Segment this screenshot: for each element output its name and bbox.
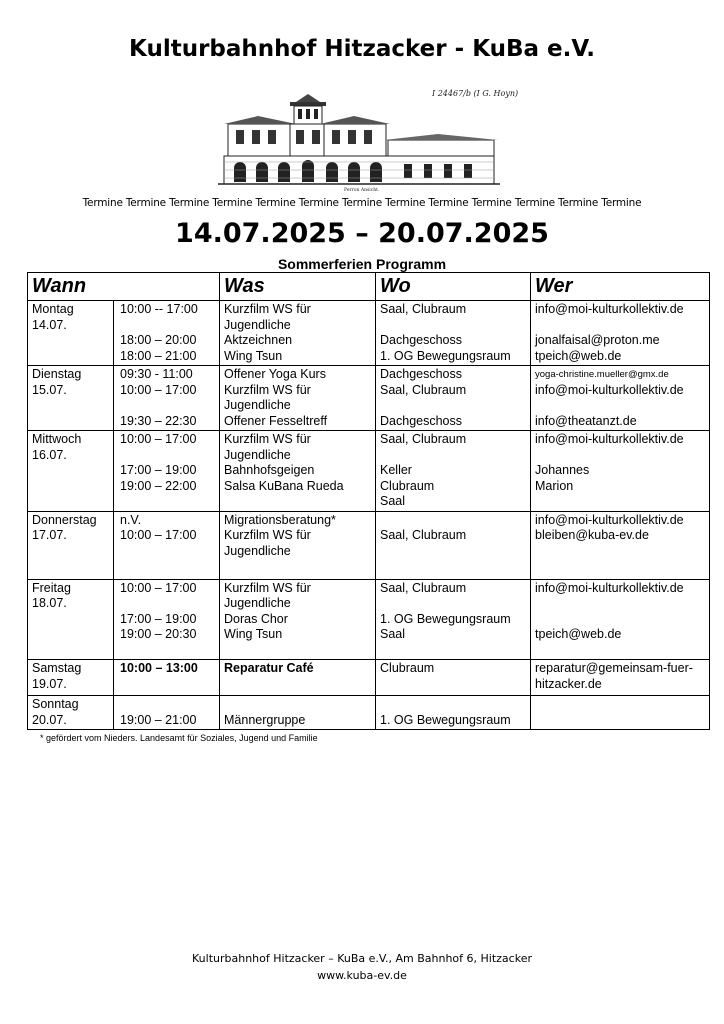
event-name: Wing Tsun [224,348,283,363]
time-line: 10:00 – 17:00 [120,580,197,595]
contact: hitzacker.de [535,676,602,691]
location: 1. OG Bewegungsraum [380,611,511,626]
location [380,544,526,560]
time-line [120,643,215,659]
time-line: 10:00 – 17:00 [120,432,197,446]
weekday: Donnerstag [32,512,97,527]
location: Saal, Clubraum [380,302,467,316]
time-line [120,697,215,713]
event-name: Migrationsberatung* [224,512,336,527]
location [380,697,526,713]
time-line: 17:00 – 19:00 [120,463,197,477]
event-name: Reparatur Café [224,661,314,675]
contact: info@moi-kulturkollektiv.de [535,512,684,527]
location: 1. OG Bewegungsraum [380,348,511,363]
was-cell [220,431,376,512]
day-date: 16.07. [32,447,67,462]
event-name: Offener Yoga Kurs [224,367,326,381]
table-row [28,696,710,730]
wer-cell [531,696,710,730]
location [380,448,526,464]
time-line: 19:00 – 22:00 [120,478,197,493]
day-cell [28,696,114,730]
time-line: 19:30 – 22:30 [120,413,197,428]
wer-cell [531,301,710,366]
contact: info@moi-kulturkollektiv.de [535,580,684,595]
event-name: Aktzeichnen [224,333,293,347]
location: Saal [380,494,406,508]
event-name: Jugendliche [224,317,291,332]
was-cell [220,579,376,660]
day-cell [28,511,114,579]
weekday: Freitag [32,580,71,595]
location [380,677,526,693]
day-date: 14.07. [32,317,67,332]
wer-cell [531,511,710,579]
day-cell [28,366,114,431]
day-cell [28,301,114,366]
event-name: Bahnhofsgeigen [224,463,315,477]
wo-cell [376,660,531,696]
program-subtitle: Sommerferien Programm [277,256,447,272]
was-cell [220,511,376,579]
table-row [28,301,710,366]
event-name [224,559,371,575]
contact: Marion [535,478,574,493]
termine-banner: Termine Termine Termine Termine Termine Termine Termine Termine Termine Termine Termine Termine Termine [82,197,642,209]
time-line [120,559,215,575]
page-title: Kulturbahnhof Hitzacker - KuBa e.V. [129,36,595,62]
event-name [224,643,371,659]
event-name: Kurzfilm WS für [224,528,311,542]
time-line: 10:00 -- 17:00 [120,302,198,316]
contact [535,318,705,334]
illustration-caption: Perron Ansicht. [344,188,380,193]
location: Saal, Clubraum [380,580,467,595]
time-line [120,596,215,612]
time-line: 18:00 – 20:00 [120,333,197,347]
wer-cell [531,660,710,696]
weekday: Montag [32,302,74,316]
event-name: Kurzfilm WS für [224,302,311,316]
time-cell [114,696,220,730]
time-line: 10:00 – 17:00 [120,382,197,397]
time-line [120,398,215,414]
time-line [120,677,215,693]
time-line [120,544,215,560]
header-wo: Wo [376,273,531,301]
wo-cell [376,366,531,431]
weekday: Dienstag [32,367,82,381]
footer-address: Kulturbahnhof Hitzacker – KuBa e.V., Am Bahnhof 6, Hitzacker [192,952,532,965]
day-cell [28,660,114,696]
contact: jonalfaisal@proton.me [535,333,660,347]
day-date: 15.07. [32,382,67,397]
header-wer: Wer [531,273,710,301]
program-table-body [28,301,710,730]
time-line: 19:00 – 21:00 [120,712,197,727]
location [380,596,526,612]
footer [0,950,724,984]
contact [535,643,705,659]
contact [535,713,705,729]
location: Clubraum [380,478,435,493]
wer-cell [531,431,710,512]
contact: bleiben@kuba-ev.de [535,528,649,542]
location [380,643,526,659]
wo-cell [376,511,531,579]
time-cell [114,366,220,431]
weekday: Mittwoch [32,432,82,446]
day-date: 20.07. [32,712,67,727]
time-line: 17:00 – 19:00 [120,611,197,626]
location: Saal [380,627,406,641]
location: 1. OG Bewegungsraum [380,712,511,727]
time-line [120,318,215,334]
was-cell [220,366,376,431]
day-date: 18.07. [32,596,67,610]
table-header-row [28,273,710,301]
event-name: Jugendliche [224,447,291,462]
time-line: 10:00 – 13:00 [120,661,198,675]
station-building-illustration [218,78,519,193]
contact: info@moi-kulturkollektiv.de [535,382,684,397]
time-line: 19:00 – 20:30 [120,627,197,641]
was-cell [220,696,376,730]
table-row [28,511,710,579]
event-name [224,677,371,693]
contact [535,697,705,713]
time-cell [114,511,220,579]
handwritten-note: I 24467/b (I G. Hoyn) [432,89,519,98]
location: Saal, Clubraum [380,528,467,542]
day-cell [28,431,114,512]
event-name [224,697,371,713]
time-line [120,494,215,510]
footer-website: www.kuba-ev.de [317,969,407,982]
program-table [27,272,710,730]
location: Dachgeschoss [380,333,463,347]
wo-cell [376,696,531,730]
contact [535,398,705,414]
day-date: 19.07. [32,676,67,691]
event-name: Offener Fesseltreff [224,413,328,428]
table-row [28,431,710,512]
contact: tpeich@web.de [535,348,622,363]
event-name: Salsa KuBana Rueda [224,478,344,493]
event-name: Männergruppe [224,712,306,727]
contact: yoga-christine.mueller@gmx.de [535,369,669,380]
contact: tpeich@web.de [535,627,622,641]
location: Keller [380,463,412,477]
day-cell [28,579,114,660]
wo-cell [376,579,531,660]
time-line: n.V. [120,512,142,527]
location: Clubraum [380,661,435,675]
contact: info@moi-kulturkollektiv.de [535,302,684,316]
location: Saal, Clubraum [380,382,467,397]
table-row [28,660,710,696]
time-cell [114,301,220,366]
time-cell [114,431,220,512]
location [380,398,526,414]
header-wann: Wann [28,273,220,301]
wo-cell [376,431,531,512]
location [380,513,526,529]
event-name: Jugendliche [224,596,291,610]
event-name [224,494,371,510]
weekday: Sonntag [32,697,79,711]
location [380,318,526,334]
event-name: Kurzfilm WS für [224,580,311,595]
time-line [120,448,215,464]
location: Dachgeschoss [380,413,463,428]
wer-cell [531,366,710,431]
event-name: Kurzfilm WS für [224,432,311,446]
event-name: Wing Tsun [224,627,283,641]
event-name: Kurzfilm WS für [224,382,311,397]
contact: info@theatanzt.de [535,413,637,428]
day-date: 17.07. [32,528,67,542]
header-was: Was [220,273,376,301]
wer-cell [531,579,710,660]
event-name: Doras Chor [224,611,288,626]
was-cell [220,301,376,366]
contact [535,448,705,464]
contact [535,612,705,628]
contact [535,596,705,612]
time-cell [114,579,220,660]
date-range: 14.07.2025 – 20.07.2025 [175,218,549,249]
contact [535,544,705,560]
contact [535,494,705,510]
location [380,559,526,575]
weekday: Samstag [32,661,82,675]
table-row [28,366,710,431]
table-row [28,579,710,660]
event-name: Jugendliche [224,398,291,412]
footnote: * gefördert vom Nieders. Landesamt für Soziales, Jugend und Familie [40,733,318,743]
contact: info@moi-kulturkollektiv.de [535,432,684,446]
contact: reparatur@gemeinsam-fuer- [535,661,693,675]
contact: Johannes [535,463,590,477]
time-line: 09:30 - 11:00 [120,367,193,381]
event-name: Jugendliche [224,543,291,558]
location: Dachgeschoss [380,367,463,381]
time-cell [114,660,220,696]
time-line: 10:00 – 17:00 [120,528,197,542]
location: Saal, Clubraum [380,432,467,446]
wo-cell [376,301,531,366]
contact [535,559,705,575]
time-line: 18:00 – 21:00 [120,348,197,363]
was-cell [220,660,376,696]
